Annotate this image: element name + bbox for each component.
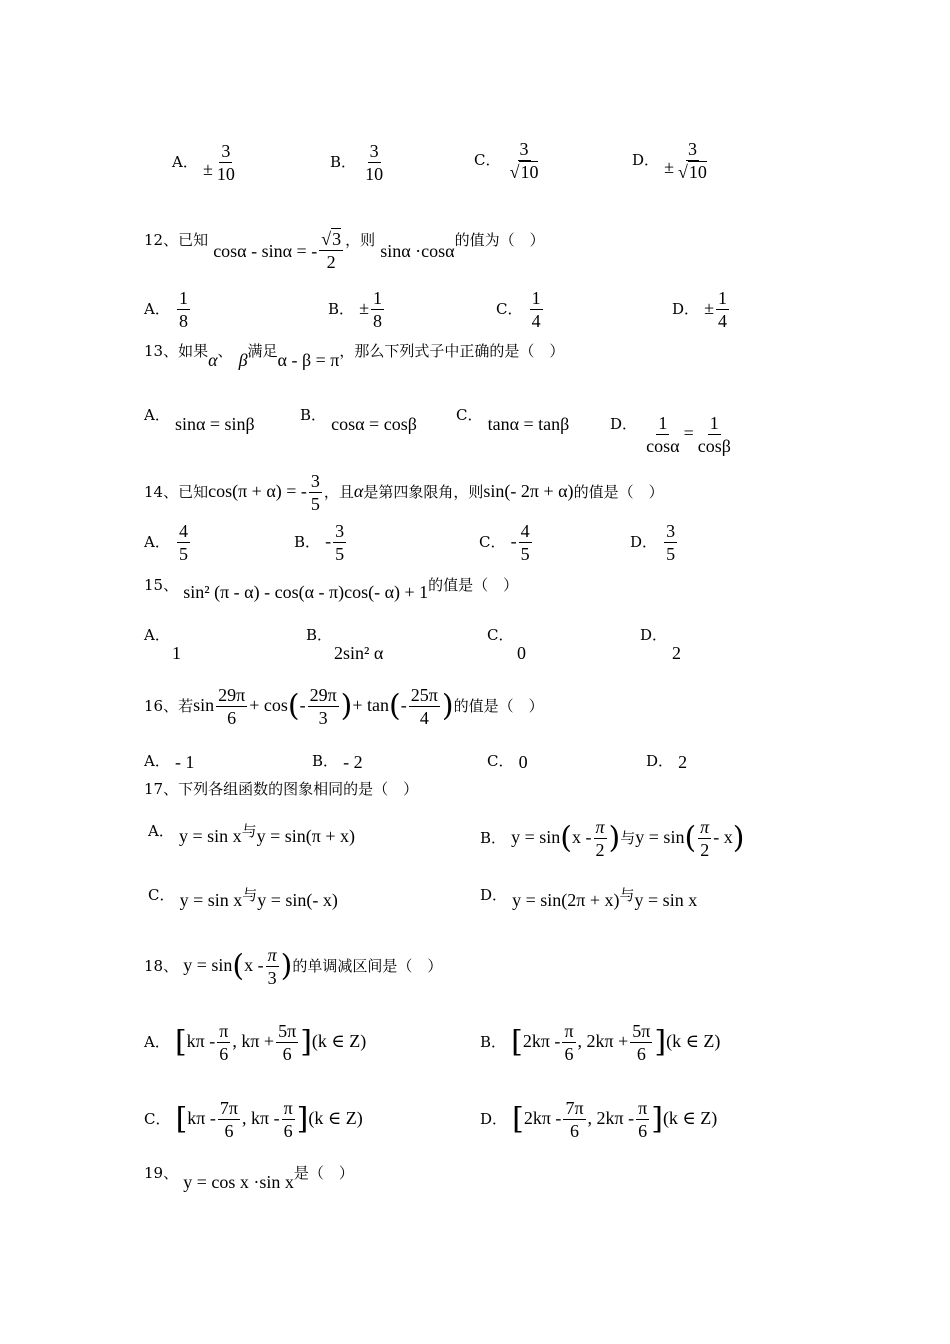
q14-c-fraction <box>519 520 532 565</box>
q16-fraction-1 <box>216 684 247 729</box>
q11-a-label: A． <box>172 153 198 171</box>
q13-option-c <box>456 404 570 434</box>
q18-d-tail: (k ∈ Z) <box>662 1108 718 1128</box>
q14-c-num: 4 <box>520 521 530 541</box>
q17-stem: 17、下列各组函数的图象相同的是（ ） <box>144 780 419 798</box>
q17-a-label: A． <box>148 822 174 840</box>
q12-prefix: 12、已知 <box>144 231 209 249</box>
q14-b-fraction <box>333 520 346 565</box>
q17-option-c <box>148 884 338 910</box>
q14-a-den: 5 <box>178 544 188 564</box>
q17-b-pi1: π <box>595 817 605 837</box>
q16-d-label: D． <box>646 752 674 770</box>
q17-b-pi2: π <box>700 817 710 837</box>
q12-a-fraction <box>177 287 190 332</box>
q11-a-fraction <box>215 140 237 185</box>
q15-c-label: C． <box>487 626 514 644</box>
q15-b-expr: 2sin² α <box>334 643 384 663</box>
q16-neg1: - <box>299 695 306 715</box>
q13-beta: β <box>238 350 248 370</box>
q14-option-b <box>294 520 348 565</box>
q17-b-two1: 2 <box>595 840 605 860</box>
q14-c-sign: - <box>510 531 517 551</box>
q16-d-expr: 2 <box>678 752 688 772</box>
q11-option-c <box>474 138 542 183</box>
q11-c-root: √ <box>509 162 520 182</box>
q17-option-b: B． y = sin(x - $\frac{\pi}{2}$ )与y = sin( $\frac{\pi}{2}$ - x) <box>480 817 745 860</box>
q18-c-p1: kπ - <box>187 1108 216 1128</box>
q15-option-b <box>306 624 383 664</box>
q16-n2: 29π <box>309 685 337 705</box>
q12-root: √ <box>321 229 332 249</box>
q18-a-n1: π <box>219 1021 229 1041</box>
q11-d-pm: ± <box>664 157 675 177</box>
q11-c-fraction <box>508 138 541 183</box>
q13-d-label: D． <box>610 415 638 433</box>
q12-a-num: 1 <box>178 288 188 308</box>
q18-e2: x - <box>244 955 264 975</box>
q18-d-fraction-2 <box>636 1097 649 1142</box>
q12-fraction <box>319 228 343 273</box>
q16-plus2: + tan <box>352 695 390 715</box>
q16-fraction-3 <box>409 684 440 729</box>
q18-c-fraction-2 <box>282 1097 295 1142</box>
q18-three: 3 <box>267 968 277 988</box>
q17-b-yu: 与 <box>620 829 636 847</box>
q14-den: 5 <box>310 494 320 514</box>
q16-n3: 25π <box>410 685 438 705</box>
q11-d-fraction <box>676 138 709 183</box>
q16-b-expr: - 2 <box>343 752 363 772</box>
q14-alpha: α <box>353 481 364 501</box>
q12-d-label: D． <box>672 300 700 318</box>
q12-c-label: C． <box>496 300 523 318</box>
q17-c-e2: y = sin(- x) <box>257 890 338 910</box>
q12-d-den: 4 <box>718 311 728 331</box>
q12-stem <box>144 218 545 272</box>
q18-b-p2: , 2kπ + <box>577 1031 629 1051</box>
q15-prefix: 15、 <box>144 576 179 594</box>
q13-option-a <box>144 404 255 434</box>
q16-d2: 3 <box>318 708 328 728</box>
q18-b-fraction-1 <box>562 1020 575 1065</box>
q16-d1: 6 <box>227 708 237 728</box>
q13-d-n2: 1 <box>709 413 719 433</box>
q14-c-den: 5 <box>520 544 530 564</box>
q18-a-p2: , kπ + <box>232 1031 275 1051</box>
q13-d-eq: = <box>683 423 694 443</box>
q18-option-c: C． [kπ - $\frac{7\pi}{6}$ , kπ - $\frac{\pi}{6}$ ](k ∈ Z) <box>144 1098 363 1141</box>
q15-option-c <box>487 624 526 664</box>
q18-d-p2: , 2kπ - <box>587 1108 635 1128</box>
q18-fraction <box>266 944 279 989</box>
q13-d-n1: 1 <box>658 413 668 433</box>
q12-b-den: 8 <box>373 311 383 331</box>
q18-b-p1: 2kπ - <box>522 1031 561 1051</box>
q13-cond: 满足 <box>247 342 278 360</box>
q13-a-label: A． <box>144 406 170 424</box>
q11-a-pm: ± <box>202 159 213 179</box>
q12-d-fraction <box>716 287 729 332</box>
q16-n1: 29π <box>218 685 246 705</box>
q13-suffix: ，那么下列式子中正确的是（ ） <box>339 342 565 360</box>
q12-option-a <box>144 287 192 332</box>
q18-c-fraction-1 <box>218 1097 240 1142</box>
q17-a-yu: 与 <box>241 822 257 840</box>
q13-stem <box>144 340 565 370</box>
q13-option-b <box>300 404 417 434</box>
q11-option-d <box>632 138 711 183</box>
q17-d-e1: y = sin(2π + x) <box>512 890 620 910</box>
q16-option-b <box>312 750 363 771</box>
q19-prefix: 19、 <box>144 1164 179 1182</box>
q11-option-a <box>172 140 239 185</box>
q14-d-fraction <box>664 520 677 565</box>
q14-b-label: B． <box>294 533 321 551</box>
q18-c-n1: 7π <box>219 1098 238 1118</box>
q18-b-n2: 5π <box>632 1021 651 1041</box>
q14-fraction <box>309 470 322 515</box>
q16-neg2: - <box>400 695 407 715</box>
q12-suffix: 的值为（ ） <box>454 231 545 249</box>
q11-d-label: D． <box>632 151 660 169</box>
q15-stem <box>144 574 519 602</box>
q11-d-den: 10 <box>688 162 707 182</box>
q11-c-label: C． <box>474 151 501 169</box>
q16-a-expr: - 1 <box>174 752 195 772</box>
q18-c-label: C． <box>144 1110 171 1128</box>
q13-b-label: B． <box>300 406 327 424</box>
q12-lhs: cosα - sinα = - <box>213 241 318 261</box>
q14-option-a <box>144 520 192 565</box>
q18-pi: π <box>267 945 277 965</box>
q11-b-num: 3 <box>369 141 379 161</box>
q12-b-pm: ± <box>359 298 370 318</box>
q12-a-den: 8 <box>178 311 188 331</box>
q18-b-d2: 6 <box>636 1044 646 1064</box>
q17-option-d <box>480 884 698 910</box>
q13-c-label: C． <box>456 406 483 424</box>
q18-a-d2: 6 <box>282 1044 292 1064</box>
q14-a-num: 4 <box>178 521 188 541</box>
q15-a-label: A． <box>144 626 170 644</box>
q18-option-b: B． [2kπ - $\frac{\pi}{6}$ , 2kπ + $\frac{5\pi}{6}$ ](k ∈ Z) <box>480 1021 721 1064</box>
q17-c-e1: y = sin x <box>179 890 243 910</box>
q12-option-b <box>328 287 386 332</box>
q17-c-yu: 与 <box>242 886 258 904</box>
q15-suffix: 的值是（ ） <box>428 576 519 594</box>
q11-c-num: 3 <box>519 139 529 159</box>
q12-mid: ，则 <box>345 231 376 249</box>
q17-b-fraction-1 <box>594 816 607 861</box>
q13-option-d <box>610 402 735 456</box>
q14-prefix: 14、已知 <box>144 483 209 501</box>
q18-c-d2: 6 <box>283 1121 293 1141</box>
q18-b-d1: 6 <box>564 1044 574 1064</box>
q16-option-a <box>144 750 194 771</box>
q16-fraction-2 <box>308 684 339 729</box>
q14-suffix: 的值是（ ） <box>573 483 664 501</box>
q12-num: 3 <box>332 229 342 249</box>
q13-d-fraction-2 <box>696 412 733 457</box>
q15-option-a <box>144 624 181 664</box>
q11-a-num: 3 <box>221 141 231 161</box>
q12-expr: sinα ·cosα <box>380 241 455 261</box>
q14-num: 3 <box>310 471 320 491</box>
q18-c-n2: π <box>283 1098 293 1118</box>
q12-d-num: 1 <box>718 288 728 308</box>
q18-b-label: B． <box>480 1033 507 1051</box>
q12-c-den: 4 <box>531 311 541 331</box>
q14-option-d <box>630 520 679 565</box>
q18-d-n2: π <box>638 1098 648 1118</box>
q18-stem: 18、 y = sin(x - $\frac{\pi}{3}$ )的单调减区间是（ ） <box>144 945 443 988</box>
q14-b-sign: - <box>325 531 332 551</box>
q12-den: 2 <box>326 252 336 272</box>
q14-d-den: 5 <box>666 544 676 564</box>
q14-mid1: ，且 <box>323 483 354 501</box>
q14-lhs: cos(π + α) = - <box>208 481 307 501</box>
q18-d-p1: 2kπ - <box>523 1108 562 1128</box>
q16-c-expr: 0 <box>518 752 528 772</box>
q12-option-c <box>496 287 545 332</box>
q15-option-d <box>640 624 681 664</box>
q18-d-n1: 7π <box>565 1098 584 1118</box>
q13-d-fraction-1 <box>644 412 681 457</box>
q11-b-den: 10 <box>365 164 384 184</box>
q17-a-e1: y = sin x <box>178 826 242 846</box>
q18-a-p1: kπ - <box>186 1031 216 1051</box>
q16-b-label: B． <box>312 752 339 770</box>
q18-b-tail: (k ∈ Z) <box>666 1031 721 1051</box>
q18-a-fraction-2 <box>276 1020 298 1065</box>
q14-b-den: 5 <box>335 544 345 564</box>
q18-option-a: A． [kπ - $\frac{\pi}{6}$ , kπ + $\frac{5\pi}{6}$ ](k ∈ Z) <box>144 1021 367 1064</box>
q13-d-d1: cosα <box>646 436 680 456</box>
q18-b-n1: π <box>564 1021 574 1041</box>
q13-alpha: α <box>208 350 218 370</box>
q12-option-d <box>672 287 731 332</box>
q17-d-e2: y = sin x <box>634 890 698 910</box>
q18-prefix: 18、 <box>144 957 179 975</box>
q18-option-d: D． [2kπ - $\frac{7\pi}{6}$ , 2kπ - $\frac{\pi}{6}$ ](k ∈ Z) <box>480 1098 718 1141</box>
q13-prefix: 13、如果 <box>144 342 209 360</box>
q14-c-label: C． <box>479 533 506 551</box>
q17-d-yu: 与 <box>619 886 635 904</box>
q16-d3: 4 <box>419 708 429 728</box>
q17-a-e2: y = sin(π + x) <box>256 826 356 846</box>
q18-a-tail: (k ∈ Z) <box>311 1031 367 1051</box>
q12-b-fraction <box>371 287 384 332</box>
q12-d-pm: ± <box>704 298 715 318</box>
q13-c-expr: tanα = tanβ <box>487 414 570 434</box>
q15-a-expr: 1 <box>172 643 181 663</box>
q16-suffix: 的值是（ ） <box>453 697 544 715</box>
q17-b-label: B． <box>480 829 507 847</box>
q11-option-b <box>330 140 387 185</box>
q11-a-den: 10 <box>216 164 235 184</box>
q18-d-label: D． <box>480 1110 508 1128</box>
q18-d-d1: 6 <box>569 1121 579 1141</box>
q16-c-label: C． <box>487 752 514 770</box>
q18-b-fraction-2 <box>630 1020 652 1065</box>
q18-d-d2: 6 <box>638 1121 648 1141</box>
q11-d-num: 3 <box>687 139 697 159</box>
q16-plus1: + cos <box>249 695 288 715</box>
q18-a-fraction-1 <box>217 1020 230 1065</box>
q17-b-two2: 2 <box>700 840 710 860</box>
q17-b-e1b: x - <box>572 827 592 847</box>
q17-c-label: C． <box>148 886 175 904</box>
q11-b-label: B． <box>330 153 357 171</box>
q12-c-fraction <box>530 287 543 332</box>
q18-a-label: A． <box>144 1033 170 1051</box>
q15-c-expr: 0 <box>517 643 526 663</box>
q17-b-e2b: - x <box>713 827 733 847</box>
q15-expr: sin² (π - α) - cos(α - π)cos(- α) + 1 <box>183 582 429 602</box>
q17-b-e2a: y = sin <box>635 827 685 847</box>
q13-eq: α - β = π <box>277 350 340 370</box>
q14-d-label: D． <box>630 533 658 551</box>
q14-b-num: 3 <box>335 521 345 541</box>
q14-stem <box>144 470 664 515</box>
q11-b-fraction <box>363 140 385 185</box>
q18-e1: y = sin <box>183 955 233 975</box>
q12-b-label: B． <box>328 300 355 318</box>
q19-suffix: 是（ ） <box>293 1164 354 1182</box>
q13-a-expr: sinα = sinβ <box>174 414 255 434</box>
q16-prefix: 16、若 <box>144 697 194 715</box>
q15-d-label: D． <box>640 626 668 644</box>
q16-option-c <box>487 750 528 771</box>
q19-stem <box>144 1162 354 1192</box>
q16-a-label: A． <box>144 752 170 770</box>
q17-b-fraction-2 <box>698 816 711 861</box>
q17-option-a <box>148 820 356 846</box>
q18-a-n2: 5π <box>278 1021 297 1041</box>
q17-b-e1a: y = sin <box>511 827 561 847</box>
q18-c-p2: , kπ - <box>241 1108 280 1128</box>
q15-d-expr: 2 <box>672 643 681 663</box>
q14-d-num: 3 <box>666 521 676 541</box>
q11-d-root: √ <box>678 162 688 182</box>
q12-a-label: A． <box>144 300 170 318</box>
q14-mid2: 是第四象限角，则 <box>363 483 484 501</box>
q16-sin: sin <box>193 695 215 715</box>
q15-b-label: B． <box>306 626 333 644</box>
q17-d-label: D． <box>480 886 508 904</box>
q11-c-den: 10 <box>520 162 539 182</box>
q13-d-d2: cosβ <box>697 436 731 456</box>
q18-d-fraction-1 <box>563 1097 585 1142</box>
q12-b-num: 1 <box>373 288 383 308</box>
q16-option-d <box>646 750 687 771</box>
q18-c-tail: (k ∈ Z) <box>308 1108 363 1128</box>
q16-stem: 16、若sin $\frac{29\pi}{6}$ + cos(- $\frac{29\pi}{3}$ )+ tan(- $\frac{25\pi}{4}$ )的值是（ ） <box>144 685 544 728</box>
q13-sep: 、 <box>217 342 233 360</box>
q14-a-fraction <box>177 520 190 565</box>
q14-expr: sin(- 2π + α) <box>483 481 574 501</box>
q14-option-c <box>479 520 534 565</box>
q18-suffix: 的单调减区间是（ ） <box>292 957 443 975</box>
q18-a-d1: 6 <box>219 1044 229 1064</box>
q14-a-label: A． <box>144 533 170 551</box>
q13-b-expr: cosα = cosβ <box>331 414 417 434</box>
q18-c-d1: 6 <box>224 1121 234 1141</box>
q19-expr: y = cos x ·sin x <box>183 1172 294 1192</box>
q12-c-num: 1 <box>531 288 541 308</box>
